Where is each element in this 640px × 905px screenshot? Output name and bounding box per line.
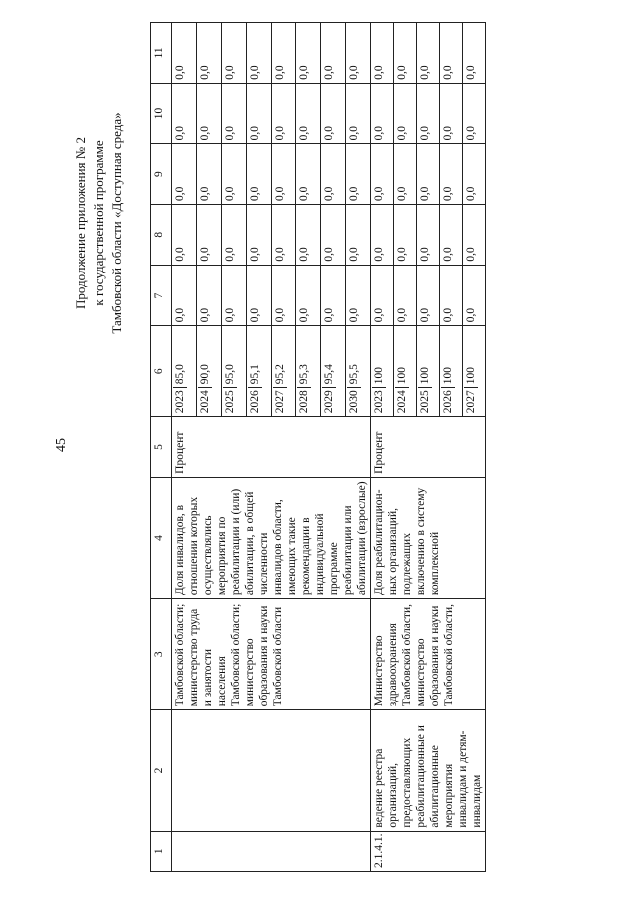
row1-col4: Доля инвалидов, в отношении которых осуществлялись мероприятия по реабилитации и (или) абилитации, в общей численности инвалидов области, имеющих такие рекомендации в индивидуальной программе реабилитации или абилитации (взрослые) <box>172 477 371 598</box>
value-cell-v10: 0,0 <box>371 83 394 144</box>
value-cell-v11: 0,0 <box>371 23 394 84</box>
value-cell-v8: 0,0 <box>321 204 346 265</box>
row2-col3: Министерство здравоохранения Тамбовской области, министерство образования и науки Тамбовской области, <box>371 599 486 710</box>
value-cell-v10: 0,0 <box>394 83 417 144</box>
value-cell-v7: 0,0 <box>271 265 296 326</box>
year: 2025 <box>418 387 432 413</box>
value-cell-v9: 0,0 <box>321 144 346 205</box>
year-value-cell <box>394 326 417 417</box>
year-value-cell <box>221 326 246 417</box>
year: 2027 <box>273 387 287 413</box>
page-number: 45 <box>54 438 69 452</box>
program-table <box>150 22 620 872</box>
value-cell-v8: 0,0 <box>440 204 463 265</box>
target-value: 95,1 <box>248 364 261 385</box>
value-cell-v9: 0,0 <box>172 144 197 205</box>
caption-line-1: Продолжение приложения № 2 <box>73 137 88 309</box>
value-cell-v9: 0,0 <box>440 144 463 205</box>
header-col-8: 8 <box>151 204 172 265</box>
header-col-2: 2 <box>151 710 172 831</box>
year: 2024 <box>198 387 212 413</box>
value-cell-v7: 0,0 <box>394 265 417 326</box>
target-value: 90,0 <box>198 364 211 385</box>
value-cell-v7: 0,0 <box>221 265 246 326</box>
value-cell-v8: 0,0 <box>417 204 440 265</box>
year-value-cell <box>246 326 271 417</box>
value-cell-v7: 0,0 <box>417 265 440 326</box>
value-cell-v10: 0,0 <box>172 83 197 144</box>
header-col-10: 10 <box>151 83 172 144</box>
value-cell-v8: 0,0 <box>346 204 371 265</box>
header-col-11: 11 <box>151 23 172 84</box>
value-cell-v8: 0,0 <box>221 204 246 265</box>
value-cell-v7: 0,0 <box>440 265 463 326</box>
year: 2024 <box>395 387 409 413</box>
value-cell-v11: 0,0 <box>296 23 321 84</box>
caption <box>72 58 136 388</box>
value-cell-v10: 0,0 <box>296 83 321 144</box>
header-col-6: 6 <box>151 326 172 417</box>
value-cell-v11: 0,0 <box>394 23 417 84</box>
header-col-4: 4 <box>151 477 172 598</box>
year: 2030 <box>347 387 361 413</box>
value-cell-v9: 0,0 <box>196 144 221 205</box>
value-cell-v11: 0,0 <box>221 23 246 84</box>
value-cell-v11: 0,0 <box>271 23 296 84</box>
table-row <box>172 23 197 872</box>
caption-line-3: Тамбовской области «Доступная среда» <box>109 112 124 334</box>
year: 2029 <box>322 387 336 413</box>
target-value: 100 <box>442 366 454 385</box>
year-value-cell <box>371 326 394 417</box>
year: 2028 <box>297 387 311 413</box>
year-value-cell <box>196 326 221 417</box>
row2-col2: ведение реестра организаций, предоставляющих реабилитационные и абилитационные мероприятия инвалидам и детям-инвалидам <box>371 710 486 831</box>
value-cell-v8: 0,0 <box>463 204 486 265</box>
table-row <box>371 23 394 872</box>
value-cell-v10: 0,0 <box>271 83 296 144</box>
value-cell-v7: 0,0 <box>346 265 371 326</box>
value-cell-v11: 0,0 <box>172 23 197 84</box>
target-value: 95,4 <box>323 364 336 385</box>
target-value: 95,3 <box>298 364 311 385</box>
target-value: 85,0 <box>174 364 186 385</box>
value-cell-v10: 0,0 <box>417 83 440 144</box>
value-cell-v9: 0,0 <box>463 144 486 205</box>
target-value: 95,0 <box>223 364 236 385</box>
row2-col1: 2.1.4.1. <box>371 831 486 871</box>
year-value-cell <box>440 326 463 417</box>
value-cell-v11: 0,0 <box>463 23 486 84</box>
year: 2026 <box>248 387 262 413</box>
year-value-cell <box>346 326 371 417</box>
value-cell-v8: 0,0 <box>394 204 417 265</box>
value-cell-v8: 0,0 <box>296 204 321 265</box>
year-value-cell <box>271 326 296 417</box>
value-cell-v7: 0,0 <box>246 265 271 326</box>
target-value: 95,5 <box>348 364 361 385</box>
value-cell-v9: 0,0 <box>296 144 321 205</box>
value-cell-v9: 0,0 <box>271 144 296 205</box>
value-cell-v9: 0,0 <box>394 144 417 205</box>
value-cell-v8: 0,0 <box>172 204 197 265</box>
value-cell-v10: 0,0 <box>346 83 371 144</box>
caption-line-2: к государственной программе <box>91 140 106 306</box>
value-cell-v8: 0,0 <box>271 204 296 265</box>
header-row <box>151 23 172 872</box>
value-cell-v10: 0,0 <box>463 83 486 144</box>
value-cell-v7: 0,0 <box>463 265 486 326</box>
value-cell-v10: 0,0 <box>246 83 271 144</box>
row2-col5: Процент <box>371 417 486 478</box>
value-cell-v9: 0,0 <box>221 144 246 205</box>
header-col-1: 1 <box>151 831 172 871</box>
value-cell-v11: 0,0 <box>417 23 440 84</box>
year-value-cell <box>321 326 346 417</box>
value-cell-v10: 0,0 <box>196 83 221 144</box>
target-value: 100 <box>396 366 408 385</box>
value-cell-v9: 0,0 <box>246 144 271 205</box>
value-cell-v8: 0,0 <box>371 204 394 265</box>
year-value-cell <box>463 326 486 417</box>
target-value: 95,2 <box>273 364 286 385</box>
value-cell-v7: 0,0 <box>296 265 321 326</box>
header-col-9: 9 <box>151 144 172 205</box>
value-cell-v9: 0,0 <box>346 144 371 205</box>
target-value: 100 <box>419 366 431 385</box>
row1-col5: Процент <box>172 417 371 478</box>
value-cell-v7: 0,0 <box>172 265 197 326</box>
value-cell-v7: 0,0 <box>196 265 221 326</box>
value-cell-v9: 0,0 <box>371 144 394 205</box>
year-value-cell <box>172 326 197 417</box>
row1-col2 <box>172 710 371 831</box>
row1-col3: Тамбовской области; министерство труда и занятости населения Тамбовской области; министерство образования и науки Тамбовской области <box>172 599 371 710</box>
value-cell-v10: 0,0 <box>321 83 346 144</box>
value-cell-v8: 0,0 <box>246 204 271 265</box>
value-cell-v11: 0,0 <box>321 23 346 84</box>
header-col-3: 3 <box>151 599 172 710</box>
year: 2027 <box>464 387 478 413</box>
value-cell-v7: 0,0 <box>371 265 394 326</box>
year: 2023 <box>372 387 386 413</box>
target-value: 100 <box>465 366 477 385</box>
header-col-5: 5 <box>151 417 172 478</box>
row1-col1 <box>172 831 371 871</box>
value-cell-v7: 0,0 <box>321 265 346 326</box>
value-cell-v11: 0,0 <box>246 23 271 84</box>
value-cell-v10: 0,0 <box>221 83 246 144</box>
year: 2026 <box>441 387 455 413</box>
value-cell-v9: 0,0 <box>417 144 440 205</box>
year: 2023 <box>173 387 187 413</box>
value-cell-v11: 0,0 <box>196 23 221 84</box>
value-cell-v11: 0,0 <box>346 23 371 84</box>
value-cell-v10: 0,0 <box>440 83 463 144</box>
year-value-cell <box>417 326 440 417</box>
value-cell-v11: 0,0 <box>440 23 463 84</box>
header-col-7: 7 <box>151 265 172 326</box>
year: 2025 <box>223 387 237 413</box>
target-value: 100 <box>373 366 385 385</box>
row2-col4: Доля реабилитацион-ных организаций, подлежащих включению в систему комплексной <box>371 477 486 598</box>
year-value-cell <box>296 326 321 417</box>
value-cell-v8: 0,0 <box>196 204 221 265</box>
